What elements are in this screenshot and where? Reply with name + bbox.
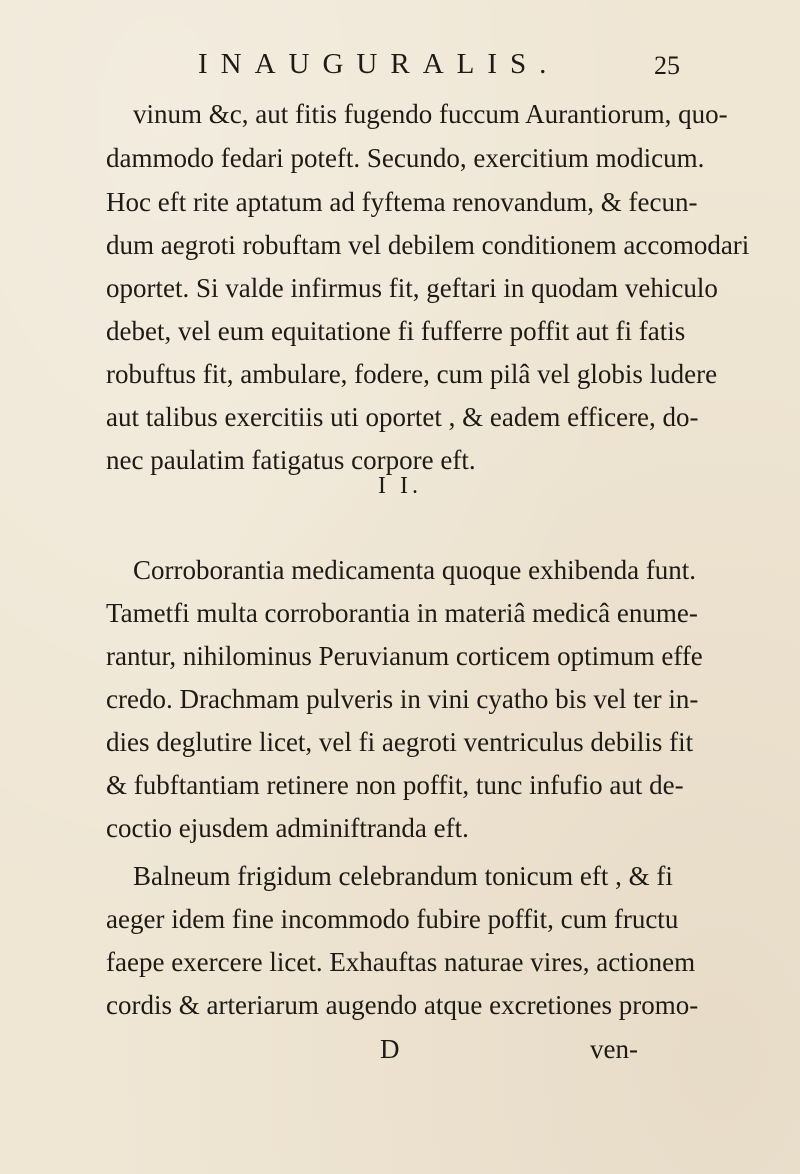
- text-line: coctio ejusdem adminiftranda eft.: [106, 813, 469, 843]
- running-title: INAUGURALIS.: [198, 48, 560, 80]
- text-line: dies deglutire licet, vel fi aegroti ventriculus debilis fit: [106, 727, 694, 757]
- text-line: robuftus fit, ambulare, fodere, cum pilâ vel globis ludere: [106, 359, 718, 389]
- section-heading: I I.: [378, 473, 422, 499]
- text-line: cordis & arteriarum augendo atque excretiones promo-: [106, 990, 699, 1020]
- running-head: [0, 44, 800, 84]
- page-number: 25: [654, 51, 680, 80]
- text-line: faepe exercere licet. Exhauftas naturae vires, actionem: [106, 947, 696, 977]
- text-line: aut talibus exercitiis uti oportet , & eadem efficere, do-: [106, 402, 699, 432]
- text-line: Corroborantia medicamenta quoque exhibenda funt.: [133, 555, 697, 585]
- text-line: nec paulatim fatigatus corpore eft.: [106, 445, 476, 475]
- text-line: oportet. Si valde infirmus fit, geftari in quodam vehiculo: [106, 273, 718, 303]
- text-line: dum aegroti robuftam vel debilem conditionem accomodari: [106, 230, 750, 260]
- text-line: Tametfi multa corroborantia in materiâ medicâ enume-: [106, 598, 698, 628]
- catchword: ven-: [590, 1034, 638, 1064]
- text-line: credo. Drachmam pulveris in vini cyatho bis vel ter in-: [106, 684, 699, 714]
- text-line: debet, vel eum equitatione fi fufferre poffit aut fi fatis: [106, 316, 686, 346]
- text-line: & fubftantiam retinere non poffit, tunc infufio aut de-: [106, 770, 684, 800]
- text-line: Hoc eft rite aptatum ad fyftema renovandum, & fecun-: [106, 187, 698, 217]
- text-line: aeger idem fine incommodo fubire poffit, cum fructu: [106, 904, 679, 934]
- text-line: Balneum frigidum celebrandum tonicum eft , & fi: [133, 861, 673, 891]
- text-line: vinum &c, aut fitis fugendo fuccum Aurantiorum, quo-: [133, 99, 728, 129]
- text-line: dammodo fedari poteft. Secundo, exercitium modicum.: [106, 143, 705, 173]
- signature-mark: D: [380, 1034, 400, 1064]
- text-line: rantur, nihilominus Peruvianum corticem optimum effe: [106, 641, 703, 671]
